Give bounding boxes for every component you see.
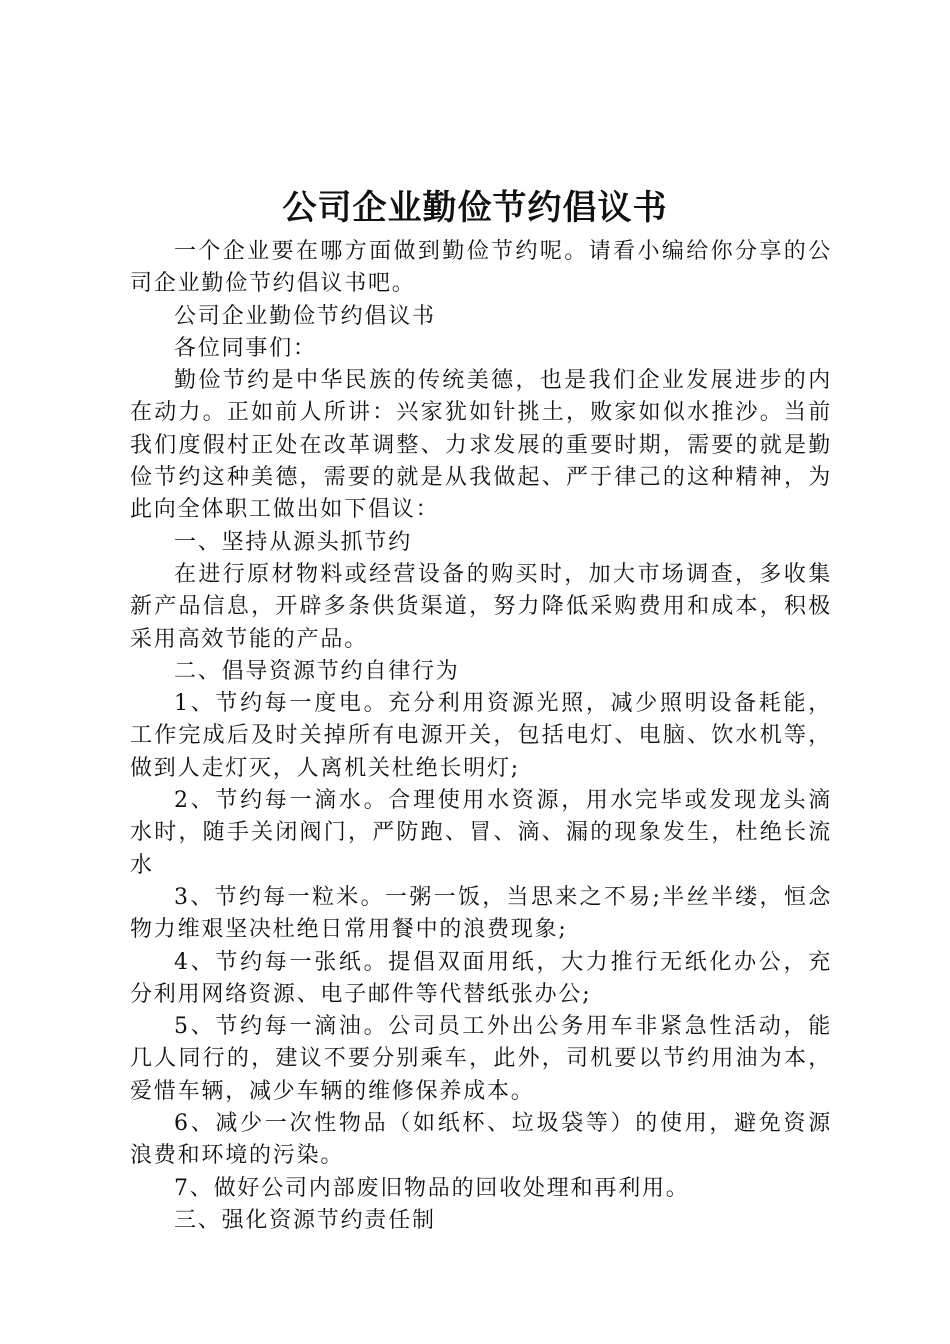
list-item-2: 2、节约每一滴水。合理使用水资源，用水完毕或发现龙头滴水时，随手关闭阀门，严防跑、冒、滴、漏的现象发生，杜绝长流水 bbox=[130, 788, 832, 878]
list-item-5: 5、节约每一滴油。公司员工外出公务用车非紧急性活动，能几人同行的，建议不要分别乘车，此外，司机要以节约用油为本，爱惜车辆，减少车辆的维修保养成本。 bbox=[130, 1014, 832, 1104]
list-item-6: 6、减少一次性物品（如纸杯、垃圾袋等）的使用，避免资源浪费和环境的污染。 bbox=[130, 1111, 832, 1169]
list-item-1: 1、节约每一度电。充分利用资源光照，减少照明设备耗能，工作完成后及时关掉所有电源开关，包括电灯、电脑、饮水机等，做到人走灯灭，人离机关杜绝长明灯; bbox=[130, 691, 832, 781]
document-body bbox=[130, 236, 832, 1237]
paragraph-intro: 一个企业要在哪方面做到勤俭节约呢。请看小编给你分享的公司企业勤俭节约倡议书吧。 bbox=[130, 239, 832, 297]
section-heading-2: 二、倡导资源节约自律行为 bbox=[174, 658, 460, 684]
document-title: 公司企业勤俭节约倡议书 bbox=[282, 188, 668, 228]
paragraph-salutation: 各位同事们： bbox=[174, 335, 317, 361]
paragraph-preface: 勤俭节约是中华民族的传统美德，也是我们企业发展进步的内在动力。正如前人所讲：兴家犹如针挑土，败家如似水推沙。当前我们度假村正处在改革调整、力求发展的重要时期，需要的就是勤俭节约这种美德，需要的就是从我做起、严于律己的这种精神，为此向全体职工做出如下倡议： bbox=[130, 368, 832, 523]
list-item-7: 7、做好公司内部废旧物品的回收处理和再利用。 bbox=[174, 1175, 690, 1201]
paragraph-section-1: 在进行原材物料或经营设备的购买时，加大市场调查，多收集新产品信息，开辟多条供货渠道，努力降低采购费用和成本，积极采用高效节能的产品。 bbox=[130, 561, 832, 652]
list-item-3: 3、节约每一粒米。一粥一饭，当思来之不易;半丝半缕，恒念物力维艰坚决杜绝日常用餐中的浪费现象; bbox=[130, 884, 832, 943]
paragraph-subtitle: 公司企业勤俭节约倡议书 bbox=[174, 303, 436, 329]
section-heading-1: 一、坚持从源头抓节约 bbox=[174, 529, 413, 555]
list-item-4: 4、节约每一张纸。提倡双面用纸，大力推行无纸化办公，充分利用网络资源、电子邮件等代替纸张办公; bbox=[130, 949, 832, 1007]
section-heading-3: 三、强化资源节约责任制 bbox=[174, 1207, 436, 1233]
